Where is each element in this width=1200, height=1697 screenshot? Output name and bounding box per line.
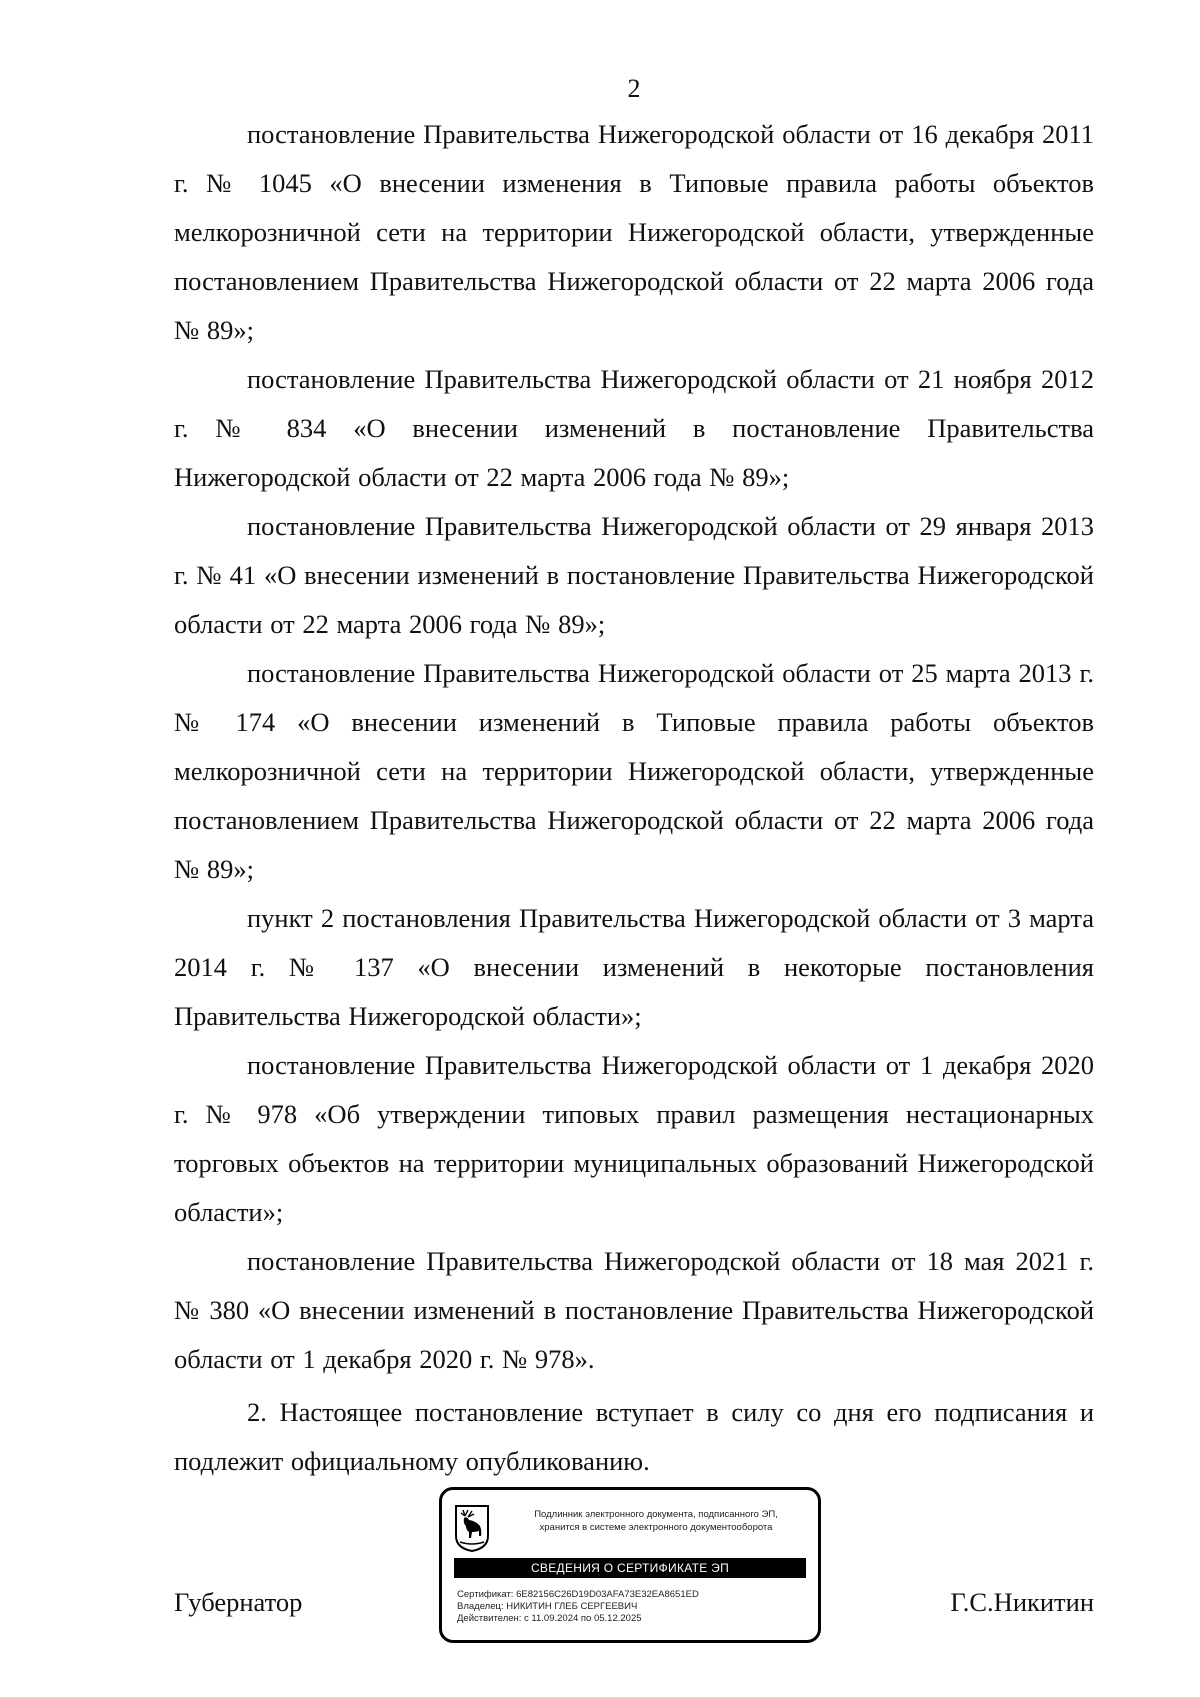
- paragraph-repealed-act-2: постановление Правительства Нижегородской области от 21 ноября 2012 г. № 834 «О внесении изменений в постановление Правительства Нижегородской области от 22 марта 2006 года № 89»;: [174, 364, 1094, 492]
- paragraph-repealed-act-5: пункт 2 постановления Правительства Нижегородской области от 3 марта 2014 г. № 137 «О внесении изменений в некоторые постановления Правительства Нижегородской области»;: [174, 903, 1094, 1031]
- stamp-header-line: Подлинник электронного документа, подписанного ЭП,: [534, 1509, 778, 1520]
- paragraph-repealed-act-7: постановление Правительства Нижегородской области от 18 мая 2021 г. № 380 «О внесении изменений в постановление Правительства Нижегородской области от 1 декабря 2020 г. № 978».: [174, 1246, 1094, 1374]
- paragraph-repealed-act-1: постановление Правительства Нижегородской области от 16 декабря 2011 г. № 1045 «О внесении изменения в Типовые правила работы объектов мелкорозничной сети на территории Нижегородской области, утвержденные постановлением Правительства Нижегородской области от 22 марта 2006 года № 89»;: [174, 119, 1094, 345]
- stamp-header-line: хранится в системе электронного документооборота: [539, 1522, 773, 1533]
- deer-emblem-icon: [454, 1504, 490, 1552]
- paragraph-repealed-act-3: постановление Правительства Нижегородской области от 29 января 2013 г. № 41 «О внесении изменений в постановление Правительства Нижегородской области от 22 марта 2006 года № 89»;: [174, 511, 1094, 639]
- page-number: 2: [627, 74, 641, 103]
- certificate-owner: Владелец: НИКИТИН ГЛЕБ СЕРГЕЕВИЧ: [457, 1601, 638, 1612]
- signer-position: Губернатор: [174, 1587, 303, 1617]
- certificate-details: [457, 1589, 807, 1625]
- paragraph-effective-date: 2. Настоящее постановление вступает в силу со дня его подписания и подлежит официальному опубликованию.: [174, 1397, 1094, 1476]
- certificate-validity: Действителен: с 11.09.2024 по 05.12.2025: [457, 1613, 642, 1624]
- certificate-serial: Сертификат: 6E82156C26D19D03AFA73E32EA8651ED: [457, 1589, 699, 1600]
- stamp-header: [500, 1508, 812, 1534]
- document-body: [174, 110, 1094, 1486]
- paragraph-repealed-act-4: постановление Правительства Нижегородской области от 25 марта 2013 г. № 174 «О внесении изменений в Типовые правила работы объектов мелкорозничной сети на территории Нижегородской области, утвержденные постановлением Правительства Нижегородской области от 22 марта 2006 года № 89»;: [174, 658, 1094, 884]
- stamp-title: СВЕДЕНИЯ О СЕРТИФИКАТЕ ЭП: [454, 1558, 806, 1578]
- electronic-signature-stamp: [439, 1487, 821, 1643]
- signer-name: Г.С.Никитин: [950, 1587, 1094, 1617]
- paragraph-repealed-act-6: постановление Правительства Нижегородской области от 1 декабря 2020 г. № 978 «Об утверждении типовых правил размещения нестационарных торговых объектов на территории муниципальных образований Нижегородской области»;: [174, 1050, 1094, 1227]
